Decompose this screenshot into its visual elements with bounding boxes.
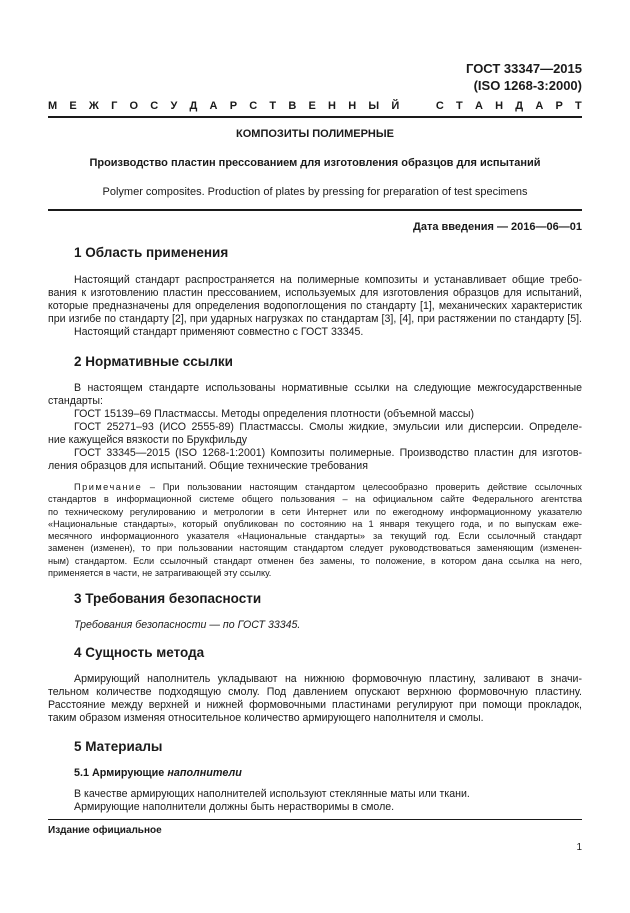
banner-letter: А (209, 100, 218, 112)
text-line: ГОСТ 25271–93 (ИСО 2555-89) Пластмассы. Смолы жидкие, эмульсии или дисперсии. Определе- (74, 421, 582, 433)
banner-letter: С (150, 100, 159, 112)
banner-letter: Р (229, 100, 238, 112)
section-2-body (48, 382, 582, 473)
footer-rule (48, 819, 582, 820)
banner-letter: Е (308, 100, 316, 112)
banner-letter: Т (575, 100, 582, 112)
text-line: ГОСТ 15139–69 Пластмассы. Методы определения плотности (объемной массы) (74, 408, 475, 420)
banner-letter: О (129, 100, 139, 112)
interstate-standard-banner (48, 99, 582, 113)
note-line: ным) стандартом. Если ссылочный стандарт отменен без замены, то положение, в котором дана ссылка на него, (48, 555, 582, 566)
text-line: Армирующий наполнитель укладывают на нижнюю формовочную пластину, заливают в значи- (74, 673, 582, 685)
text-line: Требования безопасности — по ГОСТ 33345. (74, 619, 301, 631)
document-subtitle-ru: Производство пластин прессованием для изготовления образцов для испытаний (89, 157, 541, 169)
section-4-heading: 4 Сущность метода (74, 645, 205, 660)
note-line: «Национальные стандарты», который опубликован по состоянию на 1 января текущего года, и по выпускам еже- (48, 518, 582, 529)
banner-letter: У (170, 100, 178, 112)
introduction-date: Дата введения — 2016—06—01 (413, 221, 582, 233)
banner-letter: Е (69, 100, 77, 112)
note-line: стандартов в информационной системе общего пользования – на официальном сайте Федерального агентства (48, 494, 582, 505)
note-line: заменен (изменен), то при пользовании настоящим стандартом следует руководствоваться заменяющим (изменен- (48, 543, 582, 554)
text-line: которые предназначены для определения водопоглощения по стандарту [1], механических характеристик (48, 300, 582, 312)
section-4-body (48, 673, 582, 725)
text-line: ние кажущейся вязкости по Брукфильду (48, 434, 248, 446)
gost-number: ГОСТ 33347—2015 (466, 61, 582, 76)
note-first-text: – При пользовании настоящим стандартом целесообразно проверить действие ссылочных (142, 482, 582, 492)
banner-letter: Ж (88, 100, 99, 112)
text-line: стандарты: (48, 395, 103, 407)
banner-letter: Т (269, 100, 277, 112)
note-line: по техническому регулированию и метрологии в сети Интернет или по ежегодному информационному указателю (48, 506, 582, 517)
banner-letter: Р (555, 100, 563, 112)
text-line: Настоящий стандарт применяют совместно с ГОСТ 33345. (74, 326, 364, 338)
text-line: ГОСТ 33345—2015 (ISO 1268-1:2001) Композиты полимерные. Производство пластин для изготов- (74, 447, 582, 459)
text-line: В качестве армирующих наполнителей используют стеклянные маты или ткани. (74, 788, 470, 800)
text-line: В настоящем стандарте использованы нормативные ссылки на следующие межгосударственные (74, 382, 582, 394)
banner-letter: Н (348, 100, 357, 112)
banner-letter: Ы (368, 100, 380, 112)
banner-letter: А (474, 100, 483, 112)
section-3-heading: 3 Требования безопасности (74, 591, 262, 606)
note-first-line (74, 481, 582, 493)
section-1-body (48, 274, 582, 339)
subsection-label: 5.1 Армирующие (74, 767, 168, 779)
header-rule (48, 116, 582, 118)
iso-number: (ISO 1268-3:2000) (473, 78, 582, 93)
banner-letter: Г (111, 100, 118, 112)
text-line: Расстояние между верхней и нижней формовочными пластинами регулируют при помощи прокладок, (48, 699, 582, 711)
banner-letter: А (535, 100, 544, 112)
section-5-heading: 5 Материалы (74, 739, 163, 754)
text-line: тельном количестве подходящую смолу. Под давлением опускают верхнюю формовочную пластину. (48, 686, 582, 698)
text-line: при изгибе по стандарту [2], при ударных нагрузках по стандартам [3], [4], при растяжении по стандарту [5]. (48, 313, 582, 325)
banner-letter: С (249, 100, 258, 112)
text-line: Настоящий стандарт распространяется на полимерные композиты и устанавливает общие требо- (74, 274, 582, 286)
note-label: Примечание (74, 482, 143, 492)
page-number: 1 (576, 842, 582, 853)
text-line: Армирующие наполнители должны быть нерастворимы в смоле. (74, 801, 395, 813)
banner-letter: Д (189, 100, 198, 112)
section-2-note (48, 481, 582, 579)
banner-letter: М (48, 100, 58, 112)
banner-letter: Д (515, 100, 524, 112)
banner-letter: В (288, 100, 297, 112)
note-line: применяется в части, не затрагивающей эту ссылку. (48, 568, 272, 579)
subsection-label-italic: наполнители (167, 767, 242, 779)
banner-letter: Н (495, 100, 504, 112)
banner-letter: Й (391, 100, 400, 112)
section-1-heading: 1 Область применения (74, 245, 229, 260)
subsection-5-1-heading (74, 767, 242, 779)
section-3-body (74, 619, 582, 632)
text-line: вания к изготовлению пластин прессованием, используемых для изготовления образцов для испытаний, (48, 287, 582, 299)
banner-letter: Н (328, 100, 336, 112)
document-subtitle-en: Polymer composites. Production of plates by pressing for preparation of test specimens (102, 186, 528, 198)
document-title: КОМПОЗИТЫ ПОЛИМЕРНЫЕ (236, 128, 394, 140)
text-line: ления образцов для испытаний. Общие технические требования (48, 460, 368, 472)
banner-letter: С (435, 100, 444, 112)
note-line: месячного информационного указателя «Национальные стандарты» за текущий год. Если ссылочный стандарт (48, 531, 582, 542)
title-rule (48, 209, 582, 211)
banner-letter: Т (456, 100, 463, 112)
official-edition-label: Издание официальное (48, 825, 162, 836)
section-2-heading: 2 Нормативные ссылки (74, 354, 233, 369)
gost-identifier (466, 60, 582, 94)
section-5-1-body (74, 788, 582, 814)
text-line: таким образом изменяя относительное количество армирующего наполнителя и смолы. (48, 712, 484, 724)
